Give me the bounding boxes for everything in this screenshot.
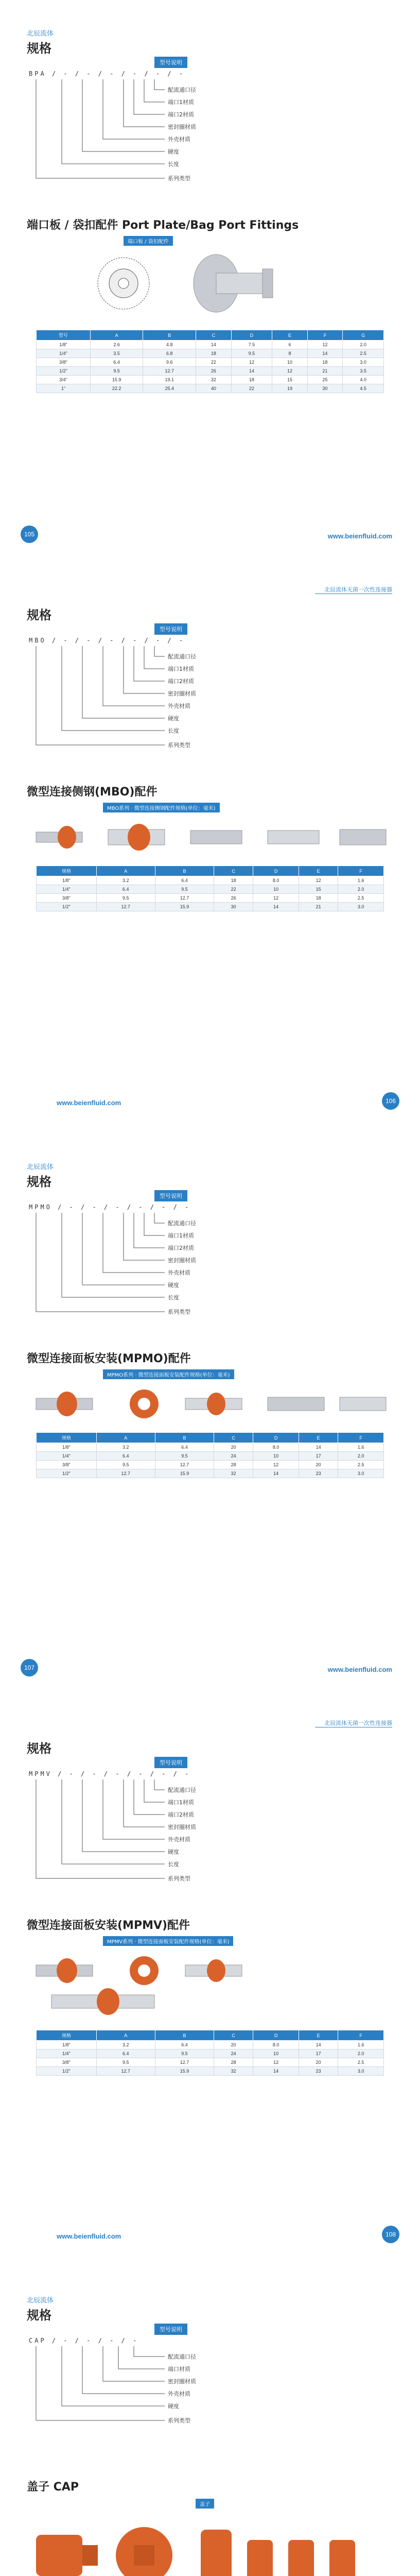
table-cell: 14 [253,2067,299,2076]
table-cell: 3.2 [96,2041,155,2049]
table-cell: 32 [214,2067,253,2076]
table-cell: 18 [299,894,338,903]
table-cell: 9.5 [96,2058,155,2067]
section-title: 端口板 / 袋扣配件 Port Plate/Bag Port Fittings [27,219,299,232]
table-cell: 2.0 [338,1452,384,1461]
table-cell: 1/4" [37,885,97,894]
page-number: 108 [382,2226,399,2243]
catalog-page-108 [0,1700,420,2267]
table-header: C [196,330,231,341]
tagline: 北辰流体无菌一次性连接器 [324,1720,392,1726]
table-cell: 10 [253,2049,299,2058]
table-header: 规格 [37,2030,97,2041]
table-cell: 26 [196,367,231,376]
table-cell: 28 [214,2058,253,2067]
table-cell: 14 [231,367,272,376]
table-header: F [338,1433,384,1443]
code-tree-lines [31,2344,247,2437]
table-row [37,876,384,885]
table-header: E [299,2030,338,2041]
spec-title: 规格 [27,41,51,56]
table-header: 规格 [37,866,97,876]
branch-8: 系列类型 [168,1309,190,1315]
spec-table [36,2030,384,2076]
footer-url[interactable]: www.beienfluid.com [327,1666,392,1673]
table-cell: 9.5 [96,894,155,903]
catalog-page-107 [0,1133,420,1700]
table-cell: 10 [272,358,307,367]
section-title: 微型连接面板安装(MPMV)配件 [27,1919,190,1932]
table-row [37,903,384,911]
branch-4: 外壳材质 [168,2391,190,2397]
branch-5: 外壳材质 [168,703,190,709]
table-cell: 9.5 [96,1461,155,1469]
branch-1: 配流通口径 [168,1220,196,1227]
port-plate-drawing [93,252,154,314]
table-cell: 18 [214,876,253,885]
spec-title: 规格 [27,2308,51,2323]
table-header: B [155,2030,214,2041]
table-cell: 1/4" [37,2049,97,2058]
table-cell: 28 [214,1461,253,1469]
table-cell: 6 [272,341,307,349]
branch-7: 长度 [168,1294,179,1301]
branch-3: 端口2材质 [168,111,194,118]
table-cell: 4.0 [343,376,384,384]
table-cell: 25.4 [143,384,196,393]
branch-8: 系列类型 [168,1875,190,1882]
table-row [37,376,384,384]
table-header: C [214,866,253,876]
table-cell: 17 [299,2049,338,2058]
table-cell: 6.4 [96,2049,155,2058]
table-cell: 3.5 [343,367,384,376]
table-header: C [214,2030,253,2041]
model-code: MPMV / - / - / - / - / - / - [29,1770,191,1777]
table-cell: 8 [272,349,307,358]
table-cell: 1.6 [338,876,384,885]
code-tree-lines [31,1211,247,1324]
table-cell: 21 [307,367,342,376]
table-header: F [338,2030,384,2041]
branch-2: 端口1材质 [168,666,194,672]
table-cell: 6.4 [96,1452,155,1461]
table-cell: 1/8" [37,2041,97,2049]
table-cell: 40 [196,384,231,393]
footer-url[interactable]: www.beienfluid.com [57,1099,121,1107]
table-cell: 2.0 [338,2049,384,2058]
table-header: D [253,2030,299,2041]
table-cell: 1/2" [37,903,97,911]
footer-url[interactable]: www.beienfluid.com [57,2232,121,2240]
section-title: 微型连接面板安装(MPMO)配件 [27,1352,191,1365]
table-row [37,885,384,894]
branch-6: 硬度 [168,1282,179,1289]
table-cell: 6.8 [143,349,196,358]
table-cell: 19 [272,384,307,393]
table-cell: 12 [253,2058,299,2067]
branch-4: 密封圈材质 [168,1824,196,1831]
model-code: MPMO / - / - / - / - / - / - [29,1204,191,1211]
table-cell: 1/8" [37,1443,97,1452]
code-header: 型号说明 [154,1190,187,1201]
table-cell: 9.5 [90,367,143,376]
table-cell: 1/8" [37,876,97,885]
branch-3: 端口2材质 [168,1245,194,1251]
product-caption: MPMO系列 · 微型连接面板安装配件规格(单位：毫米) [103,1369,234,1379]
branch-7: 长度 [168,1861,179,1868]
code-tree-lines [31,1777,247,1891]
table-cell: 2.5 [338,2058,384,2067]
table-cell: 1/8" [37,341,91,349]
table-cell: 26 [214,894,253,903]
branch-4: 密封圈材质 [168,1257,196,1264]
brand-label: 北辰流体 [27,2296,54,2304]
table-cell: 32 [196,376,231,384]
product-caption: 盖子 [196,2499,214,2509]
table-row [37,358,384,367]
table-cell: 15.9 [155,903,214,911]
table-header: F [307,330,342,341]
branch-5: 外壳材质 [168,1836,190,1843]
branch-2: 端口1材质 [168,1799,194,1806]
table-cell: 9.5 [155,885,214,894]
table-cell: 1/2" [37,1469,97,1478]
table-cell: 30 [214,903,253,911]
code-header: 型号说明 [154,1757,187,1768]
table-header: C [214,1433,253,1443]
branch-1: 配流通口径 [168,653,196,660]
code-header: 型号说明 [154,623,187,635]
table-cell: 3.2 [96,876,155,885]
branch-5: 外壳材质 [168,1269,190,1276]
table-header: D [253,866,299,876]
table-cell: 17 [299,1452,338,1461]
code-tree-lines [31,77,247,191]
table-cell: 3.2 [96,1443,155,1452]
table-header: B [155,866,214,876]
table-cell: 12.7 [96,1469,155,1478]
table-header: G [343,330,384,341]
branch-1: 配流通口径 [168,1787,196,1793]
table-cell: 9.5 [155,1452,214,1461]
table-cell: 10 [253,1452,299,1461]
branch-2: 端口1材质 [168,1232,194,1239]
brand-label: 北辰流体 [27,1163,54,1171]
table-cell: 22.2 [90,384,143,393]
table-cell: 12 [307,341,342,349]
model-code: BPA / - / - / - / - / - / - [29,70,185,77]
table-cell: 23 [299,2067,338,2076]
table-cell: 3.0 [338,2067,384,2076]
model-code: MBO / - / - / - / - / - / - [29,637,185,644]
table-header: E [299,1433,338,1443]
table-cell: 6.4 [96,885,155,894]
table-row [37,1469,384,1478]
table-cell: 4.5 [343,384,384,393]
catalog-page-109 [0,2267,420,2576]
table-cell: 2.0 [338,885,384,894]
table-cell: 15.9 [155,2067,214,2076]
table-cell: 12.7 [155,1461,214,1469]
table-cell: 24 [214,1452,253,1461]
table-cell: 3.0 [343,358,384,367]
product-caption: MPMV系列 · 微型连接面板安装配件规格(单位：毫米) [103,1936,233,1946]
branch-6: 硬度 [168,715,179,722]
branch-7: 长度 [168,161,179,167]
table-cell: 3.0 [338,1469,384,1478]
table-cell: 3.5 [90,349,143,358]
spec-title: 规格 [27,1741,51,1756]
table-row [37,2041,384,2049]
page-number: 106 [382,1092,399,1110]
table-cell: 12 [272,367,307,376]
table-cell: 12.7 [155,894,214,903]
table-cell: 12 [253,894,299,903]
table-cell: 19.1 [143,376,196,384]
product-caption: MBO系列 · 微型连接侧钢配件规格(单位：毫米) [103,803,220,812]
table-header: A [90,330,143,341]
page-number: 107 [21,1659,38,1676]
table-cell: 20 [299,1461,338,1469]
table-cell: 10 [253,885,299,894]
table-cell: 24 [214,2049,253,2058]
branch-3: 密封圈材质 [168,2378,196,2385]
table-cell: 12 [253,1461,299,1469]
table-cell: 8.0 [253,876,299,885]
table-row [37,384,384,393]
table-header: E [272,330,307,341]
table-cell: 3/4" [37,376,91,384]
table-cell: 20 [214,2041,253,2049]
table-cell: 15 [272,376,307,384]
table-header: A [96,1433,155,1443]
table-cell: 23 [299,1469,338,1478]
catalog-page-105 [0,0,420,567]
table-cell: 14 [196,341,231,349]
branch-6: 系列类型 [168,2417,190,2424]
table-row [37,349,384,358]
branch-2: 端口材质 [168,2366,190,2372]
table-cell: 6.4 [155,876,214,885]
table-cell: 14 [299,1443,338,1452]
table-header: A [96,2030,155,2041]
table-cell: 3/8" [37,358,91,367]
table-cell: 22 [196,358,231,367]
table-cell: 1/4" [37,1452,97,1461]
table-cell: 1/4" [37,349,91,358]
table-cell: 14 [253,903,299,911]
section-title: 盖子 CAP [27,2481,79,2494]
table-cell: 2.0 [343,341,384,349]
table-cell: 2.5 [338,894,384,903]
table-cell: 1.6 [338,1443,384,1452]
table-cell: 1.6 [338,2041,384,2049]
code-header: 型号说明 [154,57,187,68]
table-row [37,1461,384,1469]
table-cell: 14 [253,1469,299,1478]
branch-2: 端口1材质 [168,99,194,106]
spec-title: 规格 [27,608,51,622]
page-number: 105 [21,526,38,543]
table-row [37,1443,384,1452]
table-row [37,1452,384,1461]
table-cell: 8.0 [253,2041,299,2049]
table-cell: 1" [37,384,91,393]
table-cell: 3/8" [37,1461,97,1469]
table-cell: 20 [299,2058,338,2067]
code-header: 型号说明 [154,2324,187,2335]
table-cell: 15.9 [90,376,143,384]
branch-8: 系列类型 [168,742,190,749]
model-code: CAP / - / - / - / - [29,2337,139,2344]
table-header: 规格 [37,1433,97,1443]
table-cell: 12.7 [96,2067,155,2076]
table-cell: 15.9 [155,1469,214,1478]
table-cell: 15 [299,885,338,894]
branch-3: 端口2材质 [168,1811,194,1818]
table-cell: 12.7 [96,903,155,911]
table-cell: 6.4 [90,358,143,367]
spec-title: 规格 [27,1175,51,1189]
table-header: D [231,330,272,341]
table-row [37,2058,384,2067]
branch-4: 密封圈材质 [168,690,196,697]
table-header: A [96,866,155,876]
table-cell: 12 [231,358,272,367]
table-header: F [338,866,384,876]
table-cell: 25 [307,376,342,384]
product-caption: 端口板 / 袋扣配件 [124,236,173,246]
table-cell: 2.6 [90,341,143,349]
spec-table [36,866,384,911]
table-cell: 12 [299,876,338,885]
table-cell: 12.7 [143,367,196,376]
table-cell: 1/2" [37,367,91,376]
table-cell: 21 [299,903,338,911]
catalog-page-106 [0,567,420,1133]
table-cell: 4.8 [143,341,196,349]
table-cell: 14 [299,2041,338,2049]
section-title: 微型连接侧钢(MBO)配件 [27,786,157,799]
branch-4: 密封圈材质 [168,124,196,130]
branch-1: 配流通口径 [168,2353,196,2360]
table-row [37,367,384,376]
brand-label: 北辰流体 [27,29,54,37]
table-header: 型号 [37,330,91,341]
table-row [37,2049,384,2058]
table-cell: 2.5 [338,1461,384,1469]
table-header: D [253,1433,299,1443]
spec-table [36,330,384,393]
table-cell: 22 [231,384,272,393]
table-cell: 7.5 [231,341,272,349]
branch-3: 端口2材质 [168,678,194,685]
table-cell: 18 [231,376,272,384]
table-header: B [143,330,196,341]
branch-5: 外壳材质 [168,136,190,143]
table-header: E [299,866,338,876]
table-cell: 12.7 [155,2058,214,2067]
table-cell: 3/8" [37,2058,97,2067]
branch-6: 硬度 [168,148,179,155]
spec-table [36,1432,384,1478]
table-cell: 18 [196,349,231,358]
table-cell: 9.5 [231,349,272,358]
table-cell: 9.6 [143,358,196,367]
table-cell: 18 [307,358,342,367]
table-cell: 3/8" [37,894,97,903]
port-plate-photo [185,247,288,319]
table-cell: 6.4 [155,1443,214,1452]
table-cell: 6.4 [155,2041,214,2049]
code-tree-lines [31,644,247,757]
mbo-product-row [31,819,391,855]
branch-7: 长度 [168,727,179,734]
table-cell: 20 [214,1443,253,1452]
table-cell: 1/2" [37,2067,97,2076]
tagline: 北辰流体无菌一次性连接器 [324,587,392,593]
table-header: B [155,1433,214,1443]
table-row [37,894,384,903]
table-row [37,2067,384,2076]
branch-5: 硬度 [168,2403,179,2410]
table-cell: 30 [307,384,342,393]
table-cell: 22 [214,885,253,894]
table-cell: 8.0 [253,1443,299,1452]
branch-1: 配流通口径 [168,87,196,93]
branch-6: 硬度 [168,1849,179,1855]
table-row [37,341,384,349]
table-cell: 2.5 [343,349,384,358]
footer-url[interactable]: www.beienfluid.com [327,532,392,540]
branch-8: 系列类型 [168,175,190,182]
mpmv-product-row [31,1953,391,2020]
mpmo-product-row [31,1386,391,1422]
cap-product-row [31,2514,391,2576]
table-cell: 3.0 [338,903,384,911]
table-cell: 14 [307,349,342,358]
table-cell: 32 [214,1469,253,1478]
table-cell: 9.5 [155,2049,214,2058]
